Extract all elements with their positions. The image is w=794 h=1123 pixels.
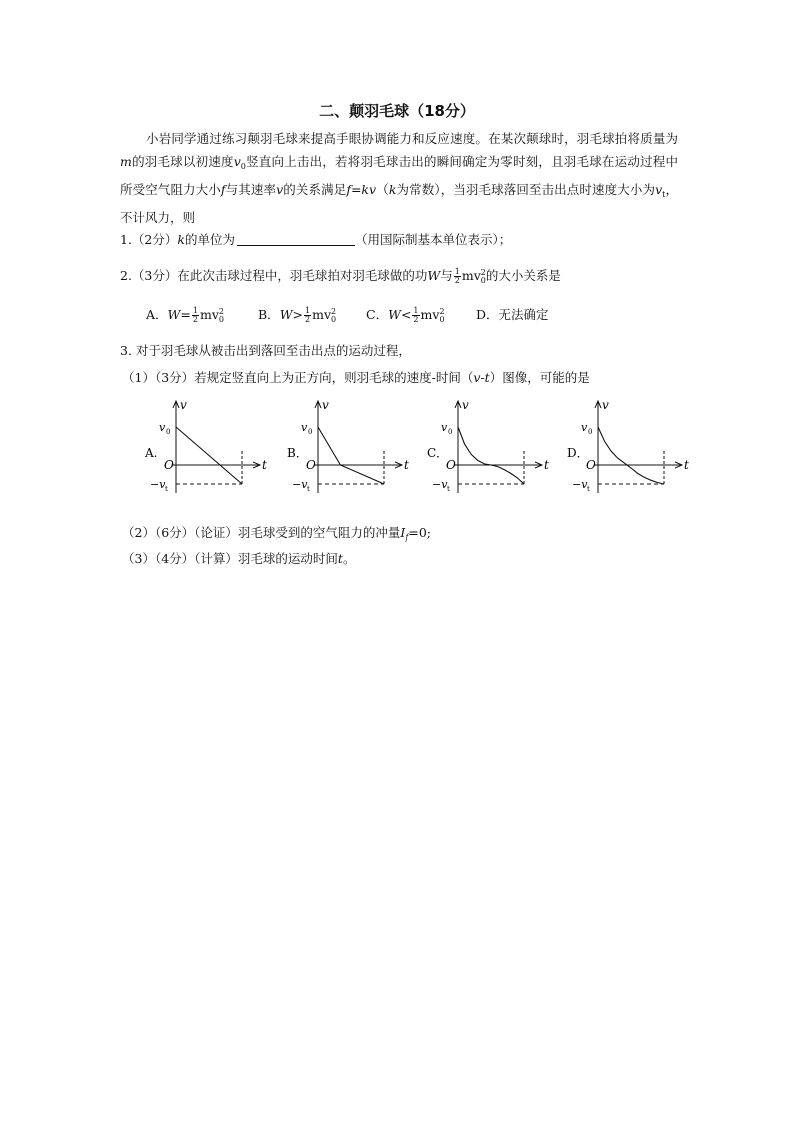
q3-1-vt: v-t <box>473 370 490 385</box>
q3-2-suffix: =0; <box>408 525 431 540</box>
q2-w: W <box>427 268 441 283</box>
exp-2: 2 <box>331 306 337 316</box>
v-axis-label: v <box>602 398 609 412</box>
option-c-rel: < <box>400 307 412 322</box>
velocity-curve <box>176 427 242 484</box>
sub-0: 0 <box>331 314 337 324</box>
exp-2: 2 <box>218 306 224 316</box>
origin-label: O <box>586 458 596 472</box>
f-symbol: f <box>220 182 226 197</box>
sub-0: 0 <box>480 275 486 285</box>
sub-0: 0 <box>439 314 445 324</box>
option-c-var: W <box>388 307 401 322</box>
intro-text-2: 的羽毛球以初速度 <box>131 154 234 169</box>
v0-label: v <box>159 421 166 434</box>
origin-label: O <box>164 458 174 472</box>
t-axis-label: t <box>684 458 689 472</box>
graph-option-label: B． <box>287 446 308 460</box>
t-axis-label: t <box>404 458 409 472</box>
frac-den: 2 <box>454 276 460 285</box>
v0-symbol: v <box>233 154 241 169</box>
v-axis-label: v <box>462 398 469 412</box>
neg-vt-label: −v <box>572 478 588 491</box>
q1-text: 的单位为 <box>184 232 235 247</box>
q1-suffix: （用国际制基本单位表示）； <box>354 232 512 247</box>
q3-3-suffix: 。 <box>342 551 356 566</box>
neg-vt-label: −v <box>432 478 448 491</box>
mv-text: mv <box>312 307 332 322</box>
neg-vt-label: −v <box>292 478 308 491</box>
v-symbol: v <box>276 182 284 197</box>
exp-2: 2 <box>439 306 445 316</box>
graph-option-label: A. <box>145 446 158 460</box>
mass-symbol: m <box>120 154 132 169</box>
frac-den: 2 <box>192 315 198 324</box>
neg-vt-subscript: t <box>447 485 450 493</box>
sub-0: 0 <box>218 314 224 324</box>
exp-2: 2 <box>480 267 486 277</box>
q2-prefix: 2.（3分）在此次击球过程中，羽毛球拍对羽毛球做的功 <box>120 268 428 283</box>
q3-2-isub: f <box>405 533 409 542</box>
v0-subscript: 0 <box>448 428 453 436</box>
intro-text-5: 的关系满足 <box>283 182 347 197</box>
mv-text: mv <box>461 268 481 283</box>
q3-3-t: t <box>337 551 343 566</box>
graph-option-label: D． <box>567 446 589 460</box>
q1-k: k <box>177 232 185 247</box>
option-a-label: A． <box>146 307 168 322</box>
option-b-rel: > <box>292 307 304 322</box>
q1-prefix: 1.（2分） <box>120 232 178 247</box>
v0-subscript: 0 <box>240 162 246 171</box>
section-title: 二、颠羽毛球（18分） <box>319 102 475 120</box>
t-axis-label: t <box>544 458 549 472</box>
v-axis-label: v <box>322 398 329 412</box>
q3-1-prefix: （1）（3分）若规定竖直向上为正方向，则羽毛球的速度-时间（ <box>122 370 474 385</box>
intro-text-1: 小岩同学通过练习颠羽毛球来提高手眼协调能力和反应速度。在某次颠球时，羽毛球拍将质量为 <box>146 131 678 146</box>
frac-num: 1 <box>413 306 419 315</box>
v0-label: v <box>301 421 308 434</box>
option-a-rel: = <box>180 307 191 322</box>
v0-subscript: 0 <box>166 428 171 436</box>
frac-den: 2 <box>413 315 419 324</box>
option-c-label: C． <box>366 307 389 322</box>
v0-label: v <box>581 421 588 434</box>
frac-num: 1 <box>454 267 460 276</box>
question-3-2 <box>122 523 431 548</box>
intro-text-6: （ <box>376 182 389 197</box>
q2-suffix: 的大小关系是 <box>485 268 561 283</box>
option-b-var: W <box>279 307 293 322</box>
mv-text: mv <box>199 307 219 322</box>
question-3: 3. 对于羽毛球从被击出到落回至击出点的运动过程， <box>120 343 411 358</box>
q3-2-prefix: （2）（6分）（论证）羽毛球受到的空气阻力的冲量 <box>122 525 401 540</box>
neg-vt-subscript: t <box>587 485 590 493</box>
intro-text-4: 与其速率 <box>225 182 277 197</box>
neg-vt-subscript: t <box>165 485 168 493</box>
v0-label: v <box>441 421 448 434</box>
v0-subscript: 0 <box>308 428 313 436</box>
v0-subscript: 0 <box>588 428 593 436</box>
mv-text: mv <box>420 307 440 322</box>
question-3-3 <box>122 549 355 569</box>
intro-text-7: 为常数），当羽毛球落回至击出点时速度大小为 <box>396 182 656 197</box>
vt-subscript: t <box>662 190 666 199</box>
q2-mid: 与 <box>440 268 453 283</box>
origin-label: O <box>306 458 316 472</box>
graph-option-label: C． <box>427 446 449 460</box>
k-symbol: k <box>388 182 397 197</box>
origin-label: O <box>446 458 456 472</box>
vt-symbol: v <box>655 182 663 197</box>
option-b-label: B． <box>258 307 280 322</box>
frac-den: 2 <box>305 315 311 324</box>
drag-formula: f=kv <box>346 182 377 197</box>
frac-num: 1 <box>305 306 311 315</box>
intro-text-3: 竖直向上击出，若将羽毛球击出的瞬间确定为零时刻，且羽毛球在运动过程中所受空气阻力大小 <box>120 154 678 197</box>
velocity-curve <box>458 427 524 484</box>
v-axis-label: v <box>180 398 187 412</box>
option-a-var: W <box>167 307 181 322</box>
option-d-text: 无法确定 <box>498 307 549 322</box>
velocity-curve <box>598 427 664 484</box>
frac-num: 1 <box>192 306 198 315</box>
q3-1-suffix: ）图像，可能的是 <box>489 370 590 385</box>
option-d-label: D． <box>476 307 499 322</box>
q3-3-prefix: （3）（4分）（计算）羽毛球的运动时间 <box>122 551 338 566</box>
q3-2-i: I <box>400 525 406 540</box>
velocity-curve <box>318 427 384 484</box>
intro-text-8: ，不计风力，则 <box>120 182 678 225</box>
neg-vt-subscript: t <box>307 485 310 493</box>
neg-vt-label: −v <box>150 478 166 491</box>
t-axis-label: t <box>262 458 267 472</box>
